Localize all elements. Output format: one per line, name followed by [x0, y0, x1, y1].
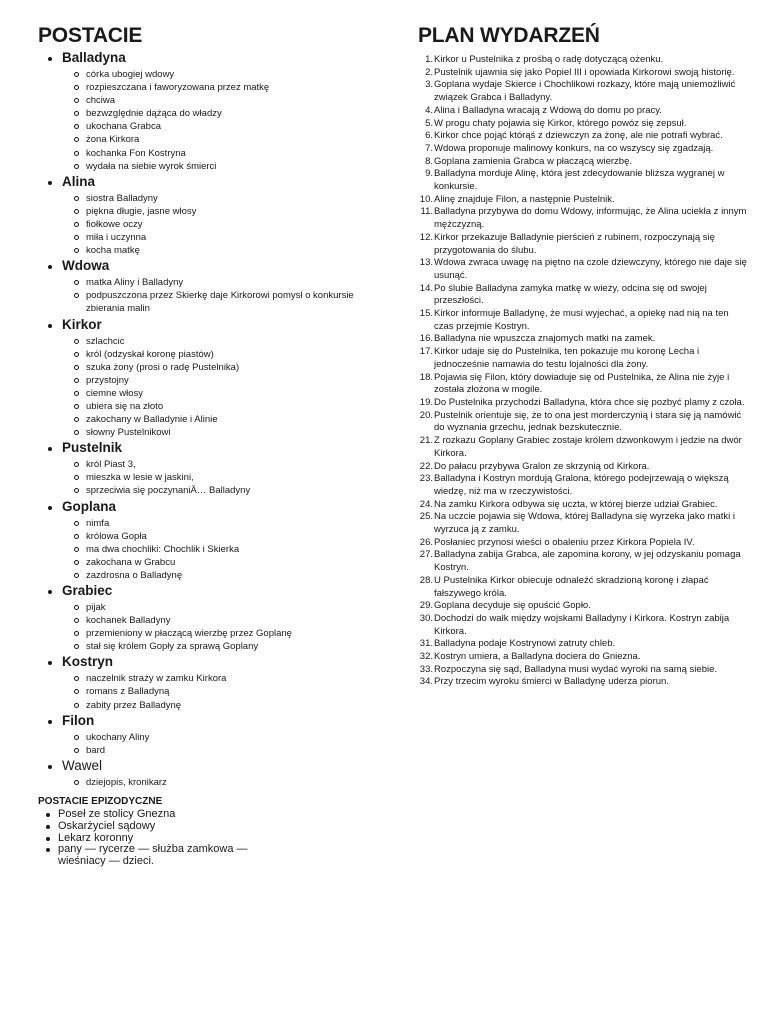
character-name: Kirkor: [62, 316, 102, 332]
character-item: [38, 583, 368, 653]
event-text: Na zamku Kirkora odbywa się uczta, w której bierze udział Grabiec.: [434, 498, 718, 510]
event-number: 15.: [419, 308, 433, 320]
event-text: Alinę znajduje Filon, a następnie Pustelnik.: [434, 193, 615, 205]
event-item: [418, 473, 748, 498]
event-item: [418, 676, 748, 689]
event-text: Balladyna i Kostryn mordują Gralona, którego podejrzewają o większą wiedzę, niż ma w rzeczywistości.: [434, 473, 729, 497]
event-text: Kirkor chce pojąć którąś z dziewczyn za żonę, ale nie potrafi wybrać.: [434, 130, 723, 142]
event-item: [418, 435, 748, 460]
event-text: Rozpoczyna się sąd, Balladyna musi wydać wyroki na samą siebie.: [434, 663, 718, 675]
event-item: [418, 283, 748, 308]
character-trait: piękna długie, jasne włosy: [73, 205, 368, 218]
bullet-icon: [48, 181, 52, 185]
character-traits: [62, 276, 368, 315]
character-trait: król (odzyskał koronę piastów): [73, 348, 368, 361]
event-number: 3.: [425, 79, 433, 91]
character-trait: sprzeciwia się poczynaniÄ… Balladyny: [73, 484, 368, 497]
bullet-icon: [48, 590, 52, 594]
event-text: Na uczcie pojawia się Wdowa, której Balladyna się wyrzeka jako matki i wyrzuca ją z zamku.: [434, 511, 735, 536]
event-number: 25.: [419, 511, 433, 523]
event-text: Balladyna przybywa do domu Wdowy, informując, że Alina uciekła z innym mężczyzną.: [434, 206, 747, 231]
event-number: 34.: [419, 676, 433, 688]
event-text: Wdowa zwraca uwagę na piętno na czole dziewczyny, którego nie daje się usunąć.: [434, 257, 747, 281]
event-number: 1.: [425, 54, 433, 65]
character-trait: matka Aliny i Balladyny: [73, 276, 368, 289]
event-item: [418, 664, 748, 677]
event-item: [418, 600, 748, 613]
character-trait: kochanek Balladyny: [73, 614, 368, 627]
bullet-icon: [48, 765, 52, 769]
character-trait: wydała na siebie wyrok śmierci: [73, 160, 368, 173]
character-trait: król Piast 3,: [73, 458, 368, 471]
event-item: [418, 461, 748, 474]
bullet-icon: [48, 265, 52, 269]
bullet-icon: [48, 447, 52, 451]
event-text: Balladyna podaje Kostrynowi zatruty chleb.: [434, 638, 616, 650]
character-trait: miła i uczynna: [73, 231, 368, 244]
event-item: [418, 156, 748, 169]
character-trait: ukochany Aliny: [73, 731, 368, 744]
character-trait: nimfa: [73, 517, 368, 530]
character-trait: stał się królem Gopły za sprawą Goplany: [73, 640, 368, 653]
event-number: 27.: [419, 549, 433, 561]
event-item: [418, 346, 748, 371]
character-trait: podpuszczona przez Skierkę daje Kirkorowi pomysł o konkursie zbierania malin: [73, 289, 368, 315]
character-traits: [62, 458, 368, 497]
event-item: [418, 511, 748, 536]
events-title: PLAN WYDARZEŃ: [418, 24, 600, 47]
character-traits: [62, 672, 368, 711]
event-number: 22.: [419, 460, 433, 472]
character-trait: dziejopis, kronikarz: [73, 776, 368, 789]
character-name: Pustelnik: [62, 440, 123, 456]
character-trait: siostra Balladyny: [73, 192, 368, 205]
character-trait: chciwa: [73, 94, 368, 107]
character-name: Balladyna: [62, 50, 126, 65]
character-traits: [62, 601, 368, 653]
character-name: Wdowa: [62, 258, 110, 274]
event-text: Balladyna morduje Alinę, która jest zdecydowanie bliższa wygranej w konkursie.: [434, 168, 725, 193]
event-number: 32.: [419, 651, 433, 663]
event-number: 4.: [425, 104, 433, 116]
character-trait: ma dwa chochliki: Chochlik i Skierka: [73, 543, 368, 556]
character-trait: szuka żony (prosi o radę Pustelnika): [73, 361, 368, 374]
episodic-item: Lekarz koronny: [38, 833, 288, 845]
event-number: 20.: [419, 409, 433, 421]
event-text: Balladyna nie wpuszcza znajomych matki na zamek.: [434, 333, 656, 345]
event-item: [418, 194, 748, 207]
bullet-icon: [48, 324, 52, 328]
event-number: 13.: [419, 257, 433, 269]
event-number: 17.: [419, 346, 433, 358]
character-trait: zakochana w Grabcu: [73, 556, 368, 569]
character-trait: przystojny: [73, 374, 368, 387]
character-trait: żona Kirkora: [73, 133, 368, 146]
character-trait: zabity przez Balladynę: [73, 699, 368, 712]
character-trait: królowa Gopła: [73, 530, 368, 543]
character-item: [38, 440, 368, 497]
event-item: [418, 333, 748, 346]
event-number: 8.: [425, 155, 433, 167]
event-item: [418, 537, 748, 550]
event-text: Goplana wydaje Skierce i Chochlikowi rozkazy, które mają uniemożliwić związek Grabca i Balladyny.: [434, 79, 736, 104]
character-name: Alina: [62, 173, 96, 189]
character-name: Goplana: [62, 498, 117, 514]
character-trait: romans z Balladyną: [73, 685, 368, 698]
episodic-title: POSTACIE EPIZODYCZNE: [38, 795, 163, 807]
event-number: 29.: [419, 600, 433, 612]
event-text: Pojawia się Filon, który dowiaduje się od Pustelnika, że Alina nie żyje i została złożona w mogile.: [434, 371, 730, 396]
event-item: [418, 638, 748, 651]
character-trait: kochanka Fon Kostryna: [73, 147, 368, 160]
episodic-item: pany — rycerze — służba zamkowa — wieśniacy — dzieci.: [38, 844, 288, 868]
event-item: [418, 410, 748, 435]
event-number: 18.: [419, 371, 433, 383]
event-item: [418, 232, 748, 257]
event-number: 6.: [425, 130, 433, 142]
character-item: [38, 654, 368, 711]
bullet-icon: [48, 506, 52, 510]
character-traits: [62, 731, 368, 757]
character-traits: [62, 335, 368, 440]
event-item: [418, 143, 748, 156]
event-item: [418, 67, 748, 80]
characters-title: POSTACIE: [38, 24, 143, 47]
event-item: [418, 499, 748, 512]
characters-list: [38, 50, 368, 789]
event-item: [418, 54, 748, 67]
character-trait: szlachcic: [73, 335, 368, 348]
character-trait: ciemne włosy: [73, 387, 368, 400]
event-item: [418, 651, 748, 664]
event-text: Pustelnik ujawnia się jako Popiel III i opowiada Kirkorowi swoją historię.: [434, 66, 735, 78]
event-text: Z rozkazu Goplany Grabiec zostaje królem dzwonkowym i jedzie na dwór Kirkora.: [434, 435, 742, 459]
event-item: [418, 613, 748, 638]
event-number: 14.: [419, 282, 433, 294]
event-text: U Pustelnika Kirkor obiecuje odnaleźć skradzioną koronę i złapać fałszywego króla.: [434, 574, 709, 599]
bullet-icon: [48, 661, 52, 665]
event-text: Goplana decyduje się opuścić Gopło.: [434, 600, 591, 612]
events-column: [418, 24, 748, 689]
event-number: 7.: [425, 142, 433, 154]
event-item: [418, 397, 748, 410]
character-trait: słowny Pustelnikowi: [73, 426, 368, 439]
character-trait: ukochana Grabca: [73, 120, 368, 133]
event-number: 9.: [425, 168, 433, 180]
character-item: [38, 713, 368, 757]
event-number: 11.: [420, 206, 433, 218]
event-text: Kirkor u Pustelnika z prośbą o radę dotyczącą ożenku.: [434, 54, 664, 65]
character-trait: przemieniony w płaczącą wierzbę przez Goplanę: [73, 627, 368, 640]
event-number: 23.: [419, 473, 433, 485]
event-item: [418, 308, 748, 333]
event-item: [418, 130, 748, 143]
bullet-icon: [48, 720, 52, 724]
event-text: Przy trzecim wyroku śmierci w Balladynę uderza piorun.: [434, 676, 669, 688]
event-item: [418, 118, 748, 131]
event-text: Kirkor informuje Balladynę, że musi wyjechać, a opiekę nad nią na ten czas przejmie Kostryn.: [434, 308, 729, 332]
character-trait: fiołkowe oczy: [73, 218, 368, 231]
event-number: 16.: [419, 333, 433, 345]
event-text: W progu chaty pojawia się Kirkor, którego powóz się zepsuł.: [434, 117, 687, 129]
characters-column: [38, 24, 368, 868]
event-item: [418, 79, 748, 104]
event-item: [418, 105, 748, 118]
event-item: [418, 257, 748, 282]
event-text: Do Pustelnika przychodzi Balladyna, która chce się pozbyć plamy z czoła.: [434, 396, 745, 408]
event-text: Kirkor udaje się do Pustelnika, ten pokazuje mu koronę Lecha i jednocześnie namawia do testu lojalności dla żony.: [434, 346, 700, 370]
character-trait: pijak: [73, 601, 368, 614]
event-number: 30.: [419, 612, 433, 624]
event-item: [418, 206, 748, 231]
event-number: 12.: [419, 231, 433, 243]
character-trait: kocha matkę: [73, 244, 368, 257]
character-name: Wawel: [62, 757, 103, 773]
character-trait: zazdrosna o Balladynę: [73, 569, 368, 582]
character-item: [38, 499, 368, 582]
event-text: Goplana zamienia Grabca w płaczącą wierzbę.: [434, 155, 633, 167]
episodic-list: [38, 809, 368, 868]
character-trait: mieszka w lesie w jaskini,: [73, 471, 368, 484]
character-item: [38, 174, 368, 257]
event-number: 5.: [425, 117, 433, 129]
character-item: [38, 758, 368, 789]
event-number: 24.: [419, 498, 433, 510]
event-number: 10.: [419, 193, 433, 205]
events-list: [418, 54, 748, 689]
event-number: 31.: [419, 638, 433, 650]
character-item: [38, 50, 368, 173]
event-number: 26.: [419, 536, 433, 548]
event-item: [418, 575, 748, 600]
event-number: 21.: [419, 435, 433, 447]
event-text: Do pałacu przybywa Gralon ze skrzynią od Kirkora.: [434, 460, 650, 472]
event-number: 33.: [419, 663, 433, 675]
character-traits: [62, 192, 368, 257]
character-name: Grabiec: [62, 583, 113, 598]
event-text: Kostryn umiera, a Balladyna dociera do Gniezna.: [434, 651, 641, 663]
character-trait: ubiera się na złoto: [73, 400, 368, 413]
event-item: [418, 168, 748, 193]
event-item: [418, 549, 748, 574]
event-text: Wdowa proponuje malinowy konkurs, na co wszyscy się zgadzają.: [434, 142, 714, 154]
character-traits: [62, 517, 368, 582]
event-text: Po ślubie Balladyna zamyka matkę w wieży, odcina się od swojej przeszłości.: [434, 282, 707, 307]
character-trait: naczelnik straży w zamku Kirkora: [73, 672, 368, 685]
character-name: Kostryn: [62, 654, 114, 670]
episodic-item: Poseł ze stolicy Gnezna: [38, 809, 288, 821]
event-item: [418, 372, 748, 397]
event-number: 19.: [419, 396, 433, 408]
character-trait: bezwzględnie dążąca do władzy: [73, 107, 368, 120]
character-item: [38, 258, 368, 315]
character-trait: bard: [73, 744, 368, 757]
event-text: Dochodzi do walk między wojskami Balladyny i Kirkora. Kostryn zabija Kirkora.: [434, 612, 730, 637]
event-text: Pustelnik orientuje się, że to ona jest morderczynią i stara się ją namówić do wyznania grzechu, jednak bezskutecznie.: [434, 409, 742, 434]
event-number: 2.: [425, 66, 433, 78]
event-text: Posłaniec przynosi wieści o obaleniu przez Kirkora Popiela IV.: [434, 536, 695, 548]
character-traits: [62, 776, 368, 789]
character-trait: rozpieszczana i faworyzowana przez matkę: [73, 81, 368, 94]
character-item: [38, 317, 368, 440]
event-text: Alina i Balladyna wracają z Wdową do domu po pracy.: [434, 104, 662, 116]
character-name: Filon: [62, 712, 95, 728]
event-number: 28.: [419, 574, 433, 586]
character-traits: [62, 68, 368, 173]
event-text: Balladyna zabija Grabca, ale zapomina korony, w jej odzyskaniu pomaga Kostryn.: [434, 549, 741, 574]
event-text: Kirkor przekazuje Balladynie pierścień z rubinem, rozpoczynają się przygotowania do ślubu.: [434, 231, 715, 256]
character-trait: córka ubogiej wdowy: [73, 68, 368, 81]
character-trait: zakochany w Balladynie i Alinie: [73, 413, 368, 426]
episodic-item: Oskarżyciel sądowy: [38, 821, 288, 833]
bullet-icon: [48, 57, 52, 61]
